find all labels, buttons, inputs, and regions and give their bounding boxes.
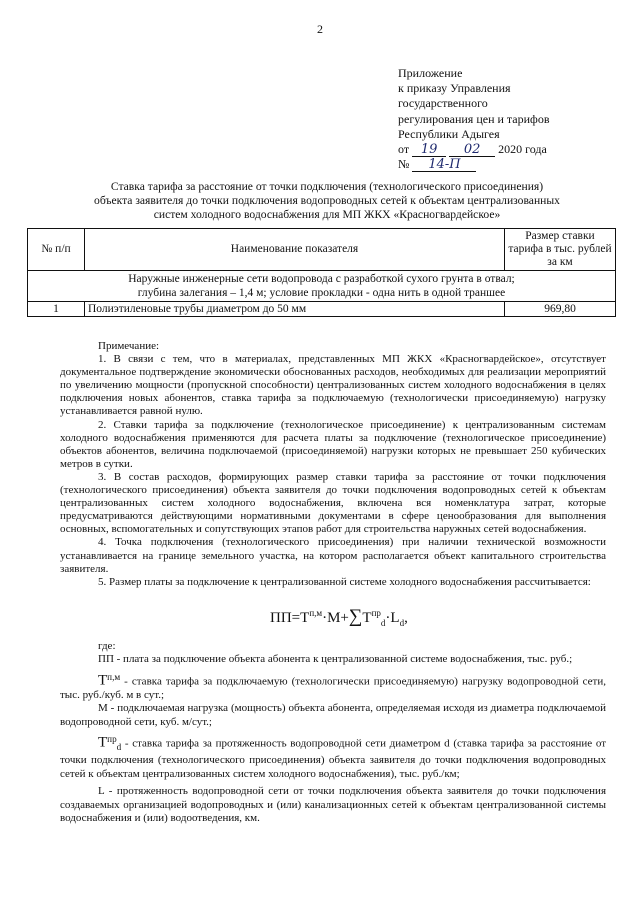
definitions-section: [60, 640, 606, 825]
formula-t2: Т: [362, 610, 372, 626]
number-value: 14-П: [412, 159, 476, 172]
row-name: Полиэтиленовые трубы диаметром до 50 мм: [85, 302, 505, 317]
table-header-row: [28, 229, 616, 271]
note-paragraph: 4. Точка подключения (технологического присоединения) при наличии технической возможности устанавливается на границе земельного участка, на котором располагается объект капитального строительства заявителя.: [60, 536, 606, 575]
formula-t-sup: п,м: [309, 608, 323, 618]
tpm-text: - ставка тарифа за подключаемую (технологически присоединяемую) нагрузку водопроводной сети, тыс. руб./куб. м в сут.;: [60, 675, 606, 701]
header-value: Размер ставки тарифа в тыс. рублей за км: [505, 229, 616, 271]
defs-where: где:: [98, 640, 116, 652]
note-paragraph: 1. В связи с тем, что в материалах, представленных МП ЖКХ «Красногвардейское», отсутствует документальное подтверждение экономически обоснованных расходов, необходимых для реализации мероприятий по увеличению мощности (пропускной способности) централизованных систем холодного водоснабжения в целях подключения новых абонентов, ставка тарифа за подключаемую (технологически присоединяемую) нагрузку устанавливается равной нулю.: [60, 353, 606, 418]
payment-formula: [270, 606, 408, 628]
group-description: [28, 271, 616, 302]
tariff-table: [27, 228, 616, 317]
appendix-line: государственного: [398, 96, 488, 111]
appendix-line: регулирования цен и тарифов: [398, 111, 550, 126]
note-paragraph: 3. В состав расходов, формирующих размер ставки тарифа за расстояние от точки подключения (технологического присоединения) объекта заявителя до точки подключения водопроводных сетей к объектам централизованных систем холодного водоснабжения, включена вся номенклатура затрат, которые предусматриваются действующими нормативными документами в сфере ценообразования для выполнения основных, вспомогательных и сопутствующих этапов работ для строительства наружных сетей водоснабжения.: [60, 470, 606, 536]
formula-l-sub: d: [399, 618, 405, 628]
formula-t: Т: [300, 610, 310, 626]
appendix-line: к приказу Управления: [398, 81, 511, 96]
date-suffix: 2020 года: [498, 142, 547, 157]
row-value: 969,80: [505, 302, 616, 317]
tpr-sup: пр: [107, 734, 117, 745]
def-l: L - протяженность водопроводной сети от точки подключения объекта заявителя до точки подключения создаваемых организацией водопроводных и (или) канализационных сетей к объектам централизованной системы водоснабжения и (или) водоотведения, км.: [60, 785, 606, 824]
notes-heading: Примечание:: [98, 340, 160, 352]
formula-comma: ,: [404, 610, 408, 626]
formula-lhs: ПП: [270, 610, 292, 626]
group-line-1: Наружные инженерные сети водопровода с разработкой сухого грунта в отвал;: [128, 273, 515, 285]
def-pp: ПП - плата за подключение объекта абонента к централизованной системе водоснабжения, тыс. руб.;: [98, 653, 573, 666]
appendix-number: [398, 157, 618, 172]
tpr-sub: d: [116, 741, 122, 752]
date-month: 02: [449, 144, 495, 157]
document-title: Ставка тарифа за расстояние от точки подключения (технологического присоединения) объекта заявителя до точки подключения водопроводных сетей к объектам централизованных систем холодного водоснабжения для МП ЖКХ «Красногвардейское»: [94, 180, 560, 221]
sum-icon: ∑: [348, 606, 363, 627]
formula-t2-sup: пр: [371, 608, 381, 618]
appendix-block: [398, 66, 618, 172]
page-number: 2: [317, 22, 323, 36]
appendix-line: Приложение: [398, 66, 463, 80]
note-paragraph: 5. Размер платы за подключение к централизованной системе холодного водоснабжения рассчитывается:: [98, 575, 591, 588]
def-tpr: [60, 733, 606, 781]
tpm-symbol: Т: [98, 672, 108, 689]
appendix-line: Республики Адыгея: [398, 126, 500, 141]
def-tpm: [60, 671, 606, 702]
formula-mul1: ·М+: [322, 610, 349, 626]
formula-eq: =: [291, 610, 301, 626]
def-m: М - подключаемая нагрузка (мощность) объекта абонента, определяемая исходя из диаметра подключаемой водопроводной сети, куб. м/сут.;: [60, 702, 606, 728]
header-name: Наименование показателя: [85, 229, 505, 271]
row-number: 1: [28, 302, 85, 317]
formula-t2-sub: d: [380, 618, 386, 628]
note-paragraph: 2. Ставки тарифа за подключение (технологическое присоединение) к централизованным системам холодного водоснабжения применяются для расчета платы за подключение (технологическое присоединение) объектов абонентов, величина подключаемой (присоединяемой) нагрузки которых не превышает 250 кубических метров в сутки.: [60, 418, 606, 470]
table-group-row: [28, 271, 616, 302]
date-prefix: от: [398, 142, 410, 157]
tpm-sup: п,м: [107, 671, 121, 682]
notes-section: [60, 340, 606, 589]
header-number: № п/п: [28, 229, 85, 271]
date-day: 19: [412, 144, 446, 157]
number-prefix: №: [398, 157, 410, 172]
tpr-symbol: Т: [98, 734, 108, 751]
appendix-date: [398, 142, 618, 157]
formula-mul2: ·L: [385, 610, 400, 626]
tpr-text: - ставка тарифа за протяженность водопроводной сети диаметром d (ставка тарифа за расстояние от точки подключения (технологического присоединения) объекта заявителя до точки подключения водопроводных сетей к объектам централизованных систем холодного водоснабжения), тыс. руб./км;: [60, 737, 606, 780]
group-line-2: глубина залегания – 1,4 м; условие прокладки - одна нить в одной траншее: [137, 287, 506, 299]
table-row: [28, 302, 616, 317]
